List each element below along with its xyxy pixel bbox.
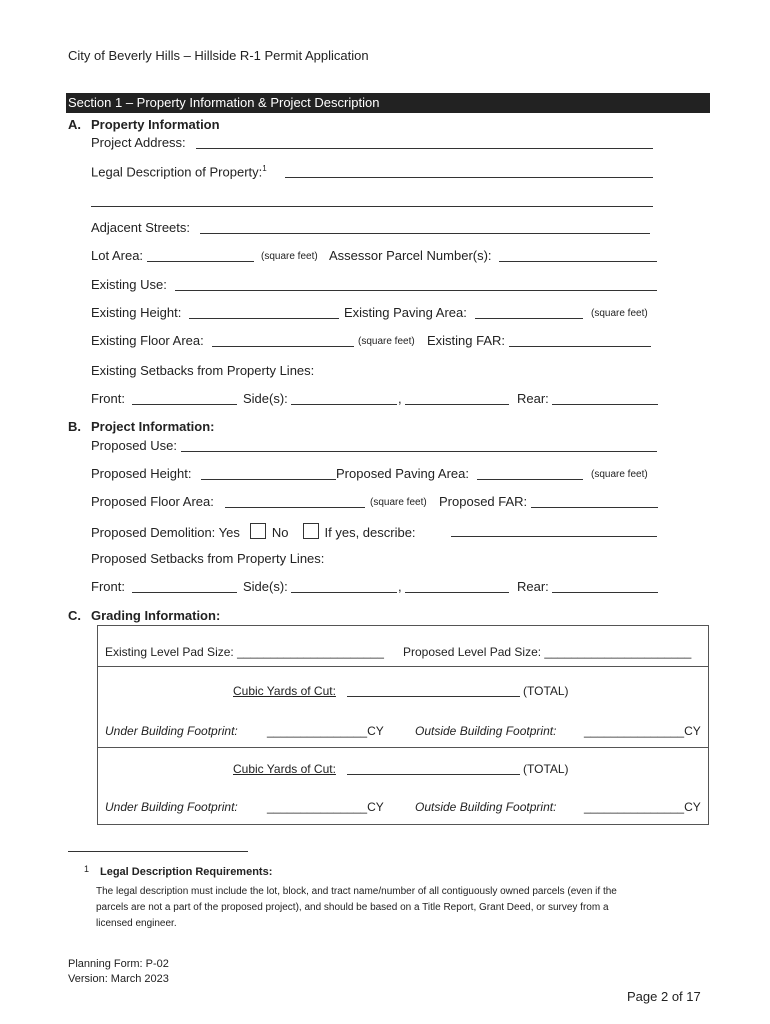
existing-pad-size[interactable]: Existing Level Pad Size: ______________________ xyxy=(105,645,384,659)
proposed-sides-label: Side(s): xyxy=(243,579,288,594)
existing-height-field[interactable] xyxy=(189,318,339,319)
section-c-label: C. xyxy=(68,608,81,623)
footer-version: Version: March 2023 xyxy=(68,973,169,985)
project-address-field[interactable] xyxy=(196,148,653,149)
proposed-rear-field[interactable] xyxy=(552,592,658,593)
existing-rear-label: Rear: xyxy=(517,391,549,406)
existing-front-label: Front: xyxy=(91,391,125,406)
cut-label-2: Cubic Yards of Cut: xyxy=(233,762,336,776)
proposed-floor-unit: (square feet) xyxy=(370,497,427,508)
section-a-heading: Property Information xyxy=(91,117,220,132)
proposed-rear-label: Rear: xyxy=(517,579,549,594)
cut-total-field-2[interactable] xyxy=(347,774,520,775)
footer-form: Planning Form: P-02 xyxy=(68,958,169,970)
existing-use-field[interactable] xyxy=(175,290,657,291)
cut-under-footprint-label-2: Under Building Footprint: xyxy=(105,800,238,814)
existing-paving-unit: (square feet) xyxy=(591,308,648,319)
demolition-label: Proposed Demolition: Yes xyxy=(91,525,240,540)
existing-floor-field[interactable] xyxy=(212,346,354,347)
section-b-label: B. xyxy=(68,419,81,434)
cut-outside-footprint-field-2[interactable]: _______________CY xyxy=(584,800,701,814)
existing-sides-comma: , xyxy=(398,391,402,406)
project-address-label: Project Address: xyxy=(91,135,186,150)
proposed-side-1-field[interactable] xyxy=(291,592,397,593)
cut-label: Cubic Yards of Cut: xyxy=(233,684,336,698)
proposed-use-field[interactable] xyxy=(181,451,657,452)
cut-under-footprint-field-2[interactable]: _______________CY xyxy=(267,800,384,814)
existing-paving-field[interactable] xyxy=(475,318,583,319)
demolition-yes-checkbox[interactable] xyxy=(250,523,266,539)
footnote-line-1: The legal description must include the lot, block, and tract name/number of all contiguously owned parcels (even if the xyxy=(96,886,617,897)
existing-floor-label: Existing Floor Area: xyxy=(91,333,204,348)
proposed-far-field[interactable] xyxy=(531,507,658,508)
footnote-title: Legal Description Requirements: xyxy=(100,866,273,878)
apn-label: Assessor Parcel Number(s): xyxy=(329,248,492,263)
lot-area-field[interactable] xyxy=(147,261,254,262)
cut-outside-footprint-label: Outside Building Footprint: xyxy=(415,724,557,738)
section-c-heading: Grading Information: xyxy=(91,608,221,623)
cut-outside-footprint-field[interactable]: _______________CY xyxy=(584,724,701,738)
footnote-number: 1 xyxy=(84,864,90,874)
proposed-setbacks-label: Proposed Setbacks from Property Lines: xyxy=(91,551,325,566)
demolition-no-label: No xyxy=(271,525,289,540)
adjacent-streets-field[interactable] xyxy=(200,233,650,234)
existing-setbacks-label: Existing Setbacks from Property Lines: xyxy=(91,363,315,378)
existing-rear-field[interactable] xyxy=(552,404,658,405)
proposed-height-label: Proposed Height: xyxy=(91,466,192,481)
footnote-line-2: parcels are not a part of the proposed project), and should be based on a Title Report, Grant Deed, or survey from a xyxy=(96,902,609,913)
cut-under-footprint-label: Under Building Footprint: xyxy=(105,724,238,738)
cut-total-label-2: (TOTAL) xyxy=(523,762,569,776)
grading-divider-2 xyxy=(98,747,708,748)
existing-floor-unit: (square feet) xyxy=(358,336,415,347)
proposed-paving-label: Proposed Paving Area: xyxy=(336,466,469,481)
lot-area-label: Lot Area: xyxy=(91,248,144,263)
legal-description-label: Legal Description of Property:$^1$ xyxy=(91,164,267,180)
existing-side-2-field[interactable] xyxy=(405,404,509,405)
section-title: Section 1 – Property Information & Project Description xyxy=(66,93,710,113)
proposed-front-label: Front: xyxy=(91,579,125,594)
grading-divider-1 xyxy=(98,666,708,667)
proposed-front-field[interactable] xyxy=(132,592,237,593)
existing-sides-label: Side(s): xyxy=(243,391,288,406)
proposed-use-label: Proposed Use: xyxy=(91,438,177,453)
existing-front-field[interactable] xyxy=(132,404,237,405)
section-a-label: A. xyxy=(68,117,81,132)
existing-far-field[interactable] xyxy=(509,346,651,347)
cut-under-footprint-field[interactable]: _______________CY xyxy=(267,724,384,738)
cut-outside-footprint-label-2: Outside Building Footprint: xyxy=(415,800,557,814)
demolition-no-checkbox[interactable] xyxy=(303,523,319,539)
existing-use-label: Existing Use: xyxy=(91,277,167,292)
existing-paving-label: Existing Paving Area: xyxy=(344,305,467,320)
legal-description-field-2[interactable] xyxy=(91,206,653,207)
existing-height-label: Existing Height: xyxy=(91,305,182,320)
proposed-floor-label: Proposed Floor Area: xyxy=(91,494,214,509)
existing-side-1-field[interactable] xyxy=(291,404,397,405)
cut-total-field[interactable] xyxy=(347,696,520,697)
page-header: City of Beverly Hills – Hillside R-1 Permit Application xyxy=(68,48,369,63)
footnote-line-3: licensed engineer. xyxy=(96,918,177,929)
proposed-sides-comma: , xyxy=(398,579,402,594)
proposed-pad-size[interactable]: Proposed Level Pad Size: ______________________ xyxy=(403,645,692,659)
section-b-heading: Project Information: xyxy=(91,419,215,434)
proposed-side-2-field[interactable] xyxy=(405,592,509,593)
existing-far-label: Existing FAR: xyxy=(427,333,506,348)
legal-description-field[interactable] xyxy=(285,177,653,178)
proposed-paving-unit: (square feet) xyxy=(591,469,648,480)
proposed-paving-field[interactable] xyxy=(477,479,583,480)
if-yes-label: If yes, describe: xyxy=(324,525,416,540)
adjacent-streets-label: Adjacent Streets: xyxy=(91,220,190,235)
proposed-height-field[interactable] xyxy=(201,479,336,480)
footnote-ref: 1 xyxy=(262,164,267,173)
apn-field[interactable] xyxy=(499,261,657,262)
lot-area-unit: (square feet) xyxy=(261,251,318,262)
page-number: Page 2 of 17 xyxy=(627,989,701,1004)
demolition-describe-field[interactable] xyxy=(451,536,657,537)
proposed-far-label: Proposed FAR: xyxy=(439,494,528,509)
demolition-row xyxy=(91,523,416,540)
cut-total-label: (TOTAL) xyxy=(523,684,569,698)
footnote-separator xyxy=(68,851,248,852)
proposed-floor-field[interactable] xyxy=(225,507,365,508)
